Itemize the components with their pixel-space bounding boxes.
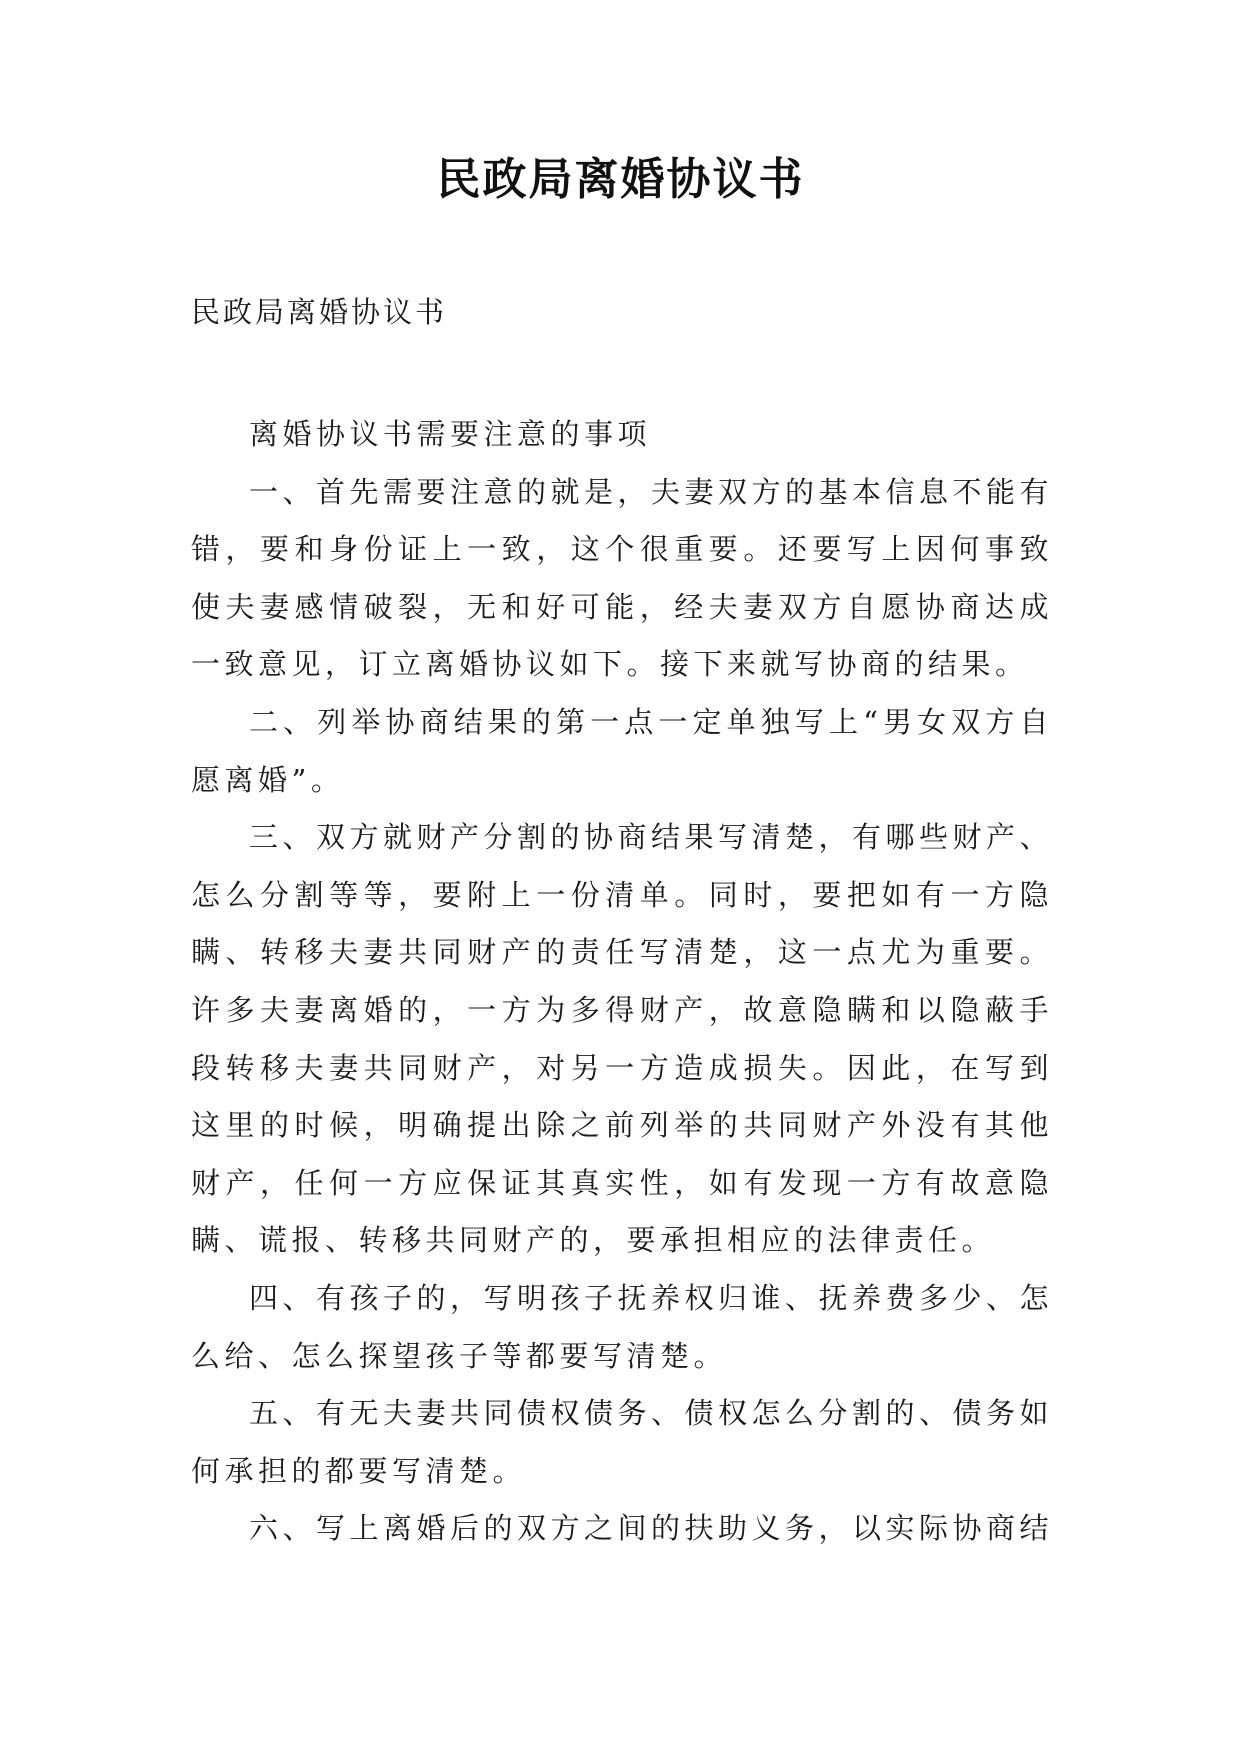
document-title: 民政局离婚协议书	[436, 154, 805, 205]
paragraph-notice-heading: 离婚协议书需要注意的事项	[249, 417, 652, 451]
paragraph-item-1: 一、首先需要注意的就是，夫妻双方的基本信息不能有错，要和身份证上一致，这个很重要。还要写上因何事致使夫妻感情破裂，无和好可能，经夫妻双方自愿协商达成一致意见，订立离婚协议如下。接下来就写协商的结果。	[191, 474, 1054, 682]
paragraph-item-3: 三、双方就财产分割的协商结果写清楚，有哪些财产、怎么分割等等，要附上一份清单。同时，要把如有一方隐瞒、转移夫妻共同财产的责任写清楚，这一点尤为重要。许多夫妻离婚的，一方为多得财产，故意隐瞒和以隐蔽手段转移夫妻共同财产，对另一方造成损失。因此，在写到这里的时候，明确提出除之前列举的共同财产外没有其他财产，任何一方应保证其真实性，如有发现一方有故意隐瞒、谎报、转移共同财产的，要承担相应的法律责任。	[191, 820, 1054, 1258]
paragraph-item-5: 五、有无夫妻共同债权债务、债权怎么分割的、债务如何承担的都要写清楚。	[191, 1396, 1054, 1488]
paragraph-item-6: 六、写上离婚后的双方之间的扶助义务，以实际协商结	[249, 1511, 1054, 1546]
document-subtitle: 民政局离婚协议书	[191, 295, 448, 329]
document-body	[191, 406, 1053, 1558]
paragraph-item-2: 二、列举协商结果的第一点一定单独写上“男女双方自愿离婚”。	[191, 704, 1053, 797]
paragraph-item-4: 四、有孩子的，写明孩子抚养权归谁、抚养费多少、怎么给、怎么探望孩子等都要写清楚。	[191, 1280, 1054, 1373]
